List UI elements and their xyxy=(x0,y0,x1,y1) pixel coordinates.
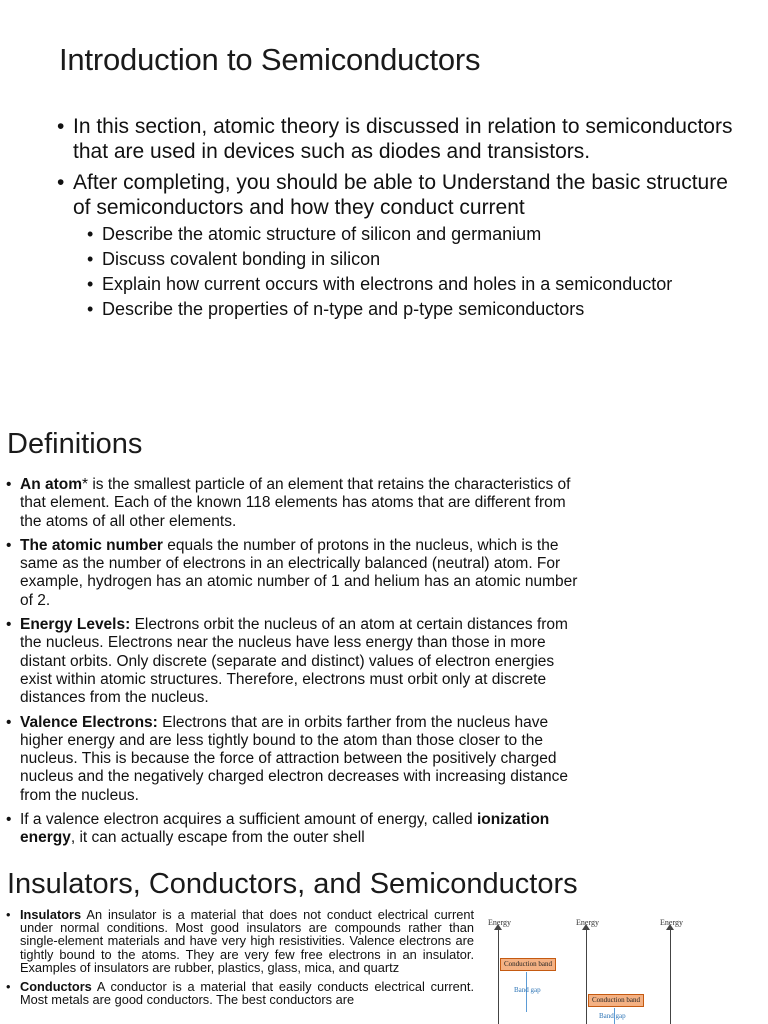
material-text: An insulator is a material that does not conduct electrical current under normal conditions. Most good insulators are compounds rather than single-element materials and have very high resistivities. Valence electrons are tightly bound to the atoms. They are very few free electrons in an insulator. Examples of insulators are rubber, plastics, glass, mica, and quartz xyxy=(20,907,474,975)
slide-title: Insulators, Conductors, and Semiconductors xyxy=(7,868,578,900)
energy-axis-semiconductor xyxy=(572,914,652,1024)
bullet-list xyxy=(57,114,737,327)
sub-bullet-list xyxy=(73,223,737,321)
energy-axis-label: Energy xyxy=(488,918,511,927)
slide-title: Definitions xyxy=(7,428,143,460)
bullet-item: • In this section, atomic theory is discussed in relation to semiconductors that are used in devices such as diodes and transistors. xyxy=(57,114,737,164)
definition-term: An atom xyxy=(20,476,82,493)
sub-bullet-item: • Explain how current occurs with electrons and holes in a semiconductor xyxy=(87,273,737,296)
definition-text: If a valence electron acquires a sufficient amount of energy, called xyxy=(20,811,477,829)
slide-insulators-conductors xyxy=(0,862,768,1024)
axis-line xyxy=(670,928,671,1024)
sub-bullet-item: • Describe the atomic structure of silicon and germanium xyxy=(87,223,737,246)
bullet-text: After completing, you should be able to Understand the basic structure of semiconductors and how they conduct current xyxy=(73,171,728,219)
energy-band-diagram xyxy=(484,914,744,1024)
definition-term: The atomic number xyxy=(20,536,163,554)
definition-term: Energy Levels: xyxy=(20,616,131,634)
band-gap-label: Band gap xyxy=(514,986,541,994)
definition-item xyxy=(4,811,589,848)
definition-term: Valence Electrons: xyxy=(20,713,158,731)
conduction-band-box: Conduction band xyxy=(500,958,556,971)
definition-item xyxy=(4,537,589,610)
energy-axis-conductor xyxy=(656,914,736,1024)
definition-term: ionization energy xyxy=(20,811,550,847)
material-list xyxy=(4,908,474,1012)
definition-text: , it can actually escape from the outer shell xyxy=(70,829,365,847)
band-gap-label: Band gap xyxy=(599,1012,626,1020)
slide-title: Introduction to Semiconductors xyxy=(59,42,481,77)
material-item xyxy=(4,980,474,1006)
definition-text: Electrons orbit the nucleus of an atom at certain distances from the nucleus. Electrons near the nucleus have less energy than those in more distant orbits. Only discrete (separate and distinct) values of electron energies exist within atomic structures. Therefore, electrons must orbit only at discrete distances from the nucleus. xyxy=(20,616,568,707)
axis-line xyxy=(498,928,499,1024)
material-item xyxy=(4,908,474,974)
definition-item xyxy=(4,476,589,531)
definition-list xyxy=(4,476,589,854)
slide-definitions xyxy=(0,420,768,860)
definition-text: * is the smallest particle of an element that retains the characteristics of that element. Each of the known 118 elements has atoms that are different from the atoms of all other elements. xyxy=(20,476,571,530)
material-term: Conductors xyxy=(20,979,92,995)
axis-line xyxy=(586,928,587,1024)
material-term: Insulators xyxy=(20,907,82,922)
definition-item xyxy=(4,714,589,805)
material-text: A conductor is a material that easily conducts electrical current. Most metals are good conductors. The best conductors are xyxy=(20,979,474,1008)
conduction-band-box: Conduction band xyxy=(588,994,644,1007)
energy-axis-label: Energy xyxy=(576,918,599,927)
energy-axis-label: Energy xyxy=(660,918,683,927)
energy-axis-insulator xyxy=(484,914,564,1024)
bullet-item xyxy=(57,170,737,321)
definition-text: Electrons that are in orbits farther from the nucleus have higher energy and are less tightly bound to the atom than those closer to the nucleus. This is because the force of attraction between the positively charged nucleus and the negatively charged electron decreases with increasing distance from the nucleus. xyxy=(20,713,569,804)
definition-text: equals the number of protons in the nucleus, which is the same as the number of electrons in an electrically balanced (neutral) atom. For example, hydrogen has an atomic number of 1 and helium has an atomic number of 2. xyxy=(20,536,578,609)
sub-bullet-item: • Discuss covalent bonding in silicon xyxy=(87,248,737,271)
definition-item xyxy=(4,616,589,707)
slide-introduction xyxy=(0,0,768,410)
sub-bullet-item: • Describe the properties of n-type and p-type semiconductors xyxy=(87,298,737,321)
